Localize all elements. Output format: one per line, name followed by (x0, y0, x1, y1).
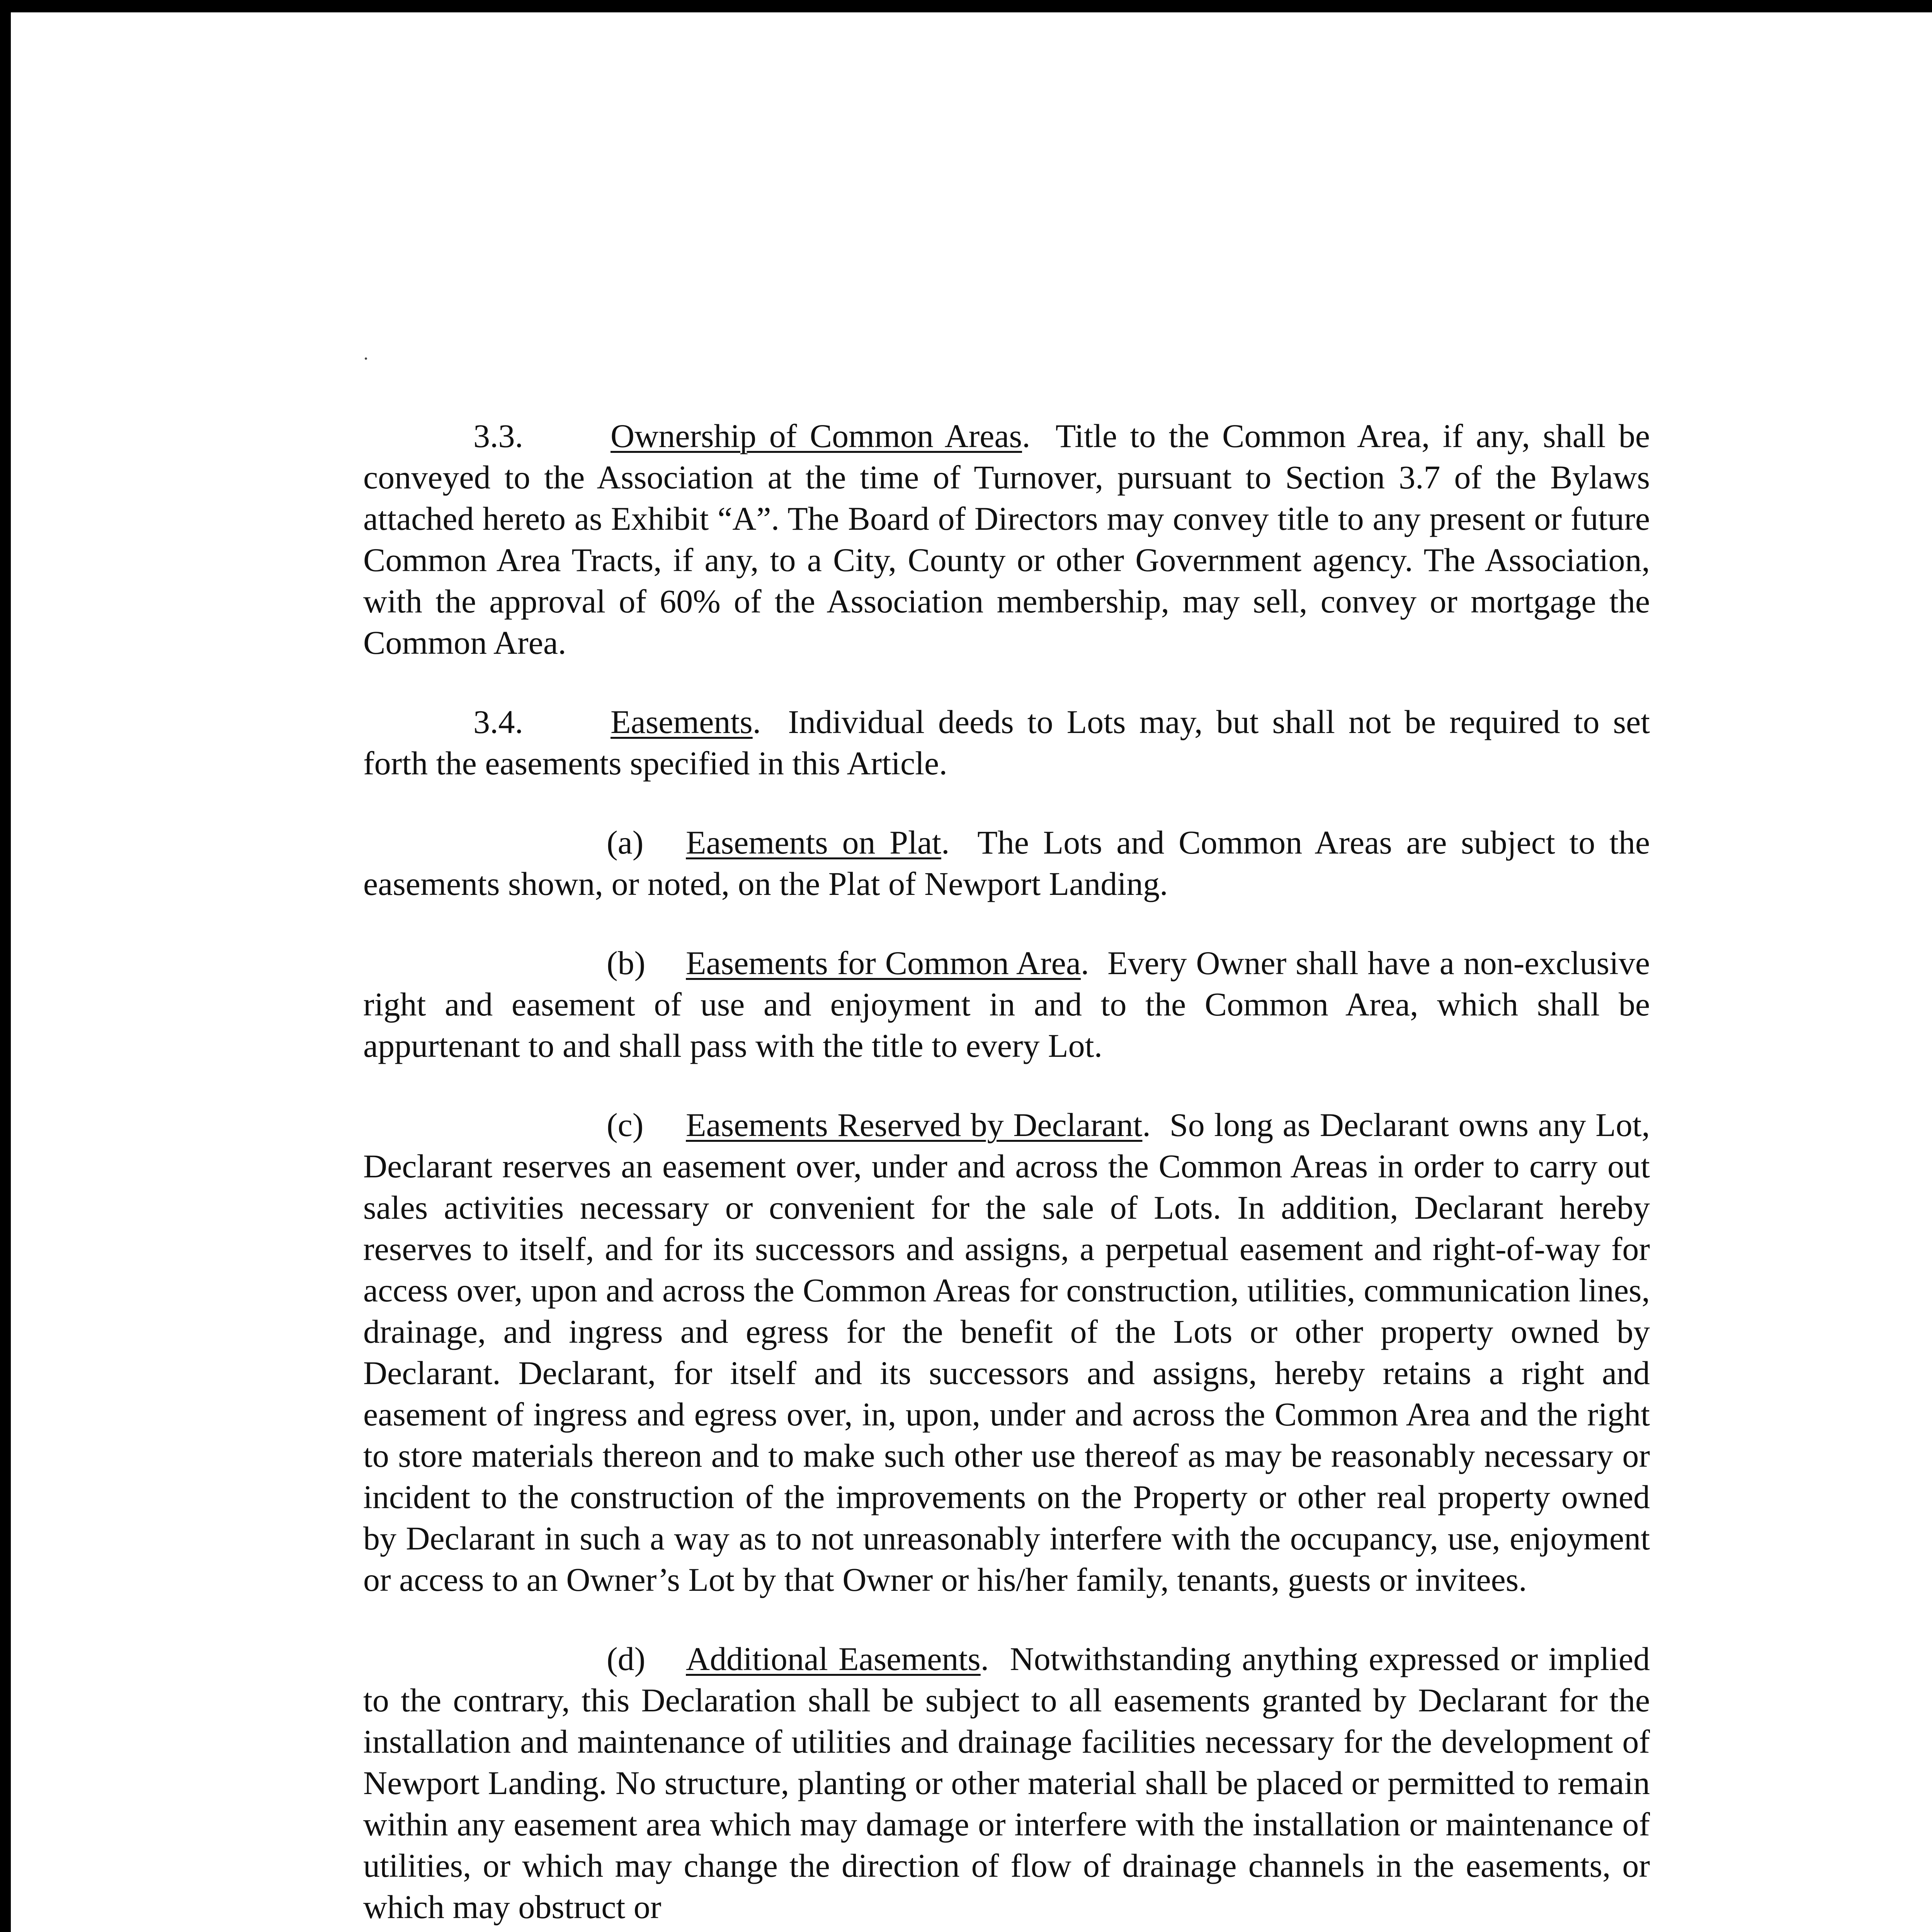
scan-border-left (0, 0, 11, 1932)
section-body: Individual deeds to Lots may, but shall not be required to set forth the easements specified in this Article. (363, 703, 1650, 782)
subsection-body: The Lots and Common Areas are subject to the easements shown, or noted, on the Plat of Newport Landing. (363, 824, 1650, 902)
subsection-b: (b) Easements for Common Area. Every Owner shall have a non-exclusive right and easement of use and enjoyment in and to the Common Area, which shall be appurtenant to and shall pass with the title to every Lot. (363, 942, 1650, 1066)
section-body: Title to the Common Area, if any, shall be conveyed to the Association at the time of Turnover, pursuant to Section 3.7 of the Bylaws attached hereto as Exhibit “A”. The Board of Directors may convey title to any present or future Common Area Tracts, if any, to a City, County or other Government agency. The Association, with the approval of 60% of the Association membership, may sell, convey or mortgage the Common Area. (363, 417, 1650, 661)
subsection-body: Every Owner shall have a non-exclusive right and easement of use and enjoyment in and to the Common Area, which shall be appurtenant to and shall pass with the title to every Lot. (363, 944, 1650, 1064)
subsection-a: (a) Easements on Plat. The Lots and Common Areas are subject to the easements shown, or noted, on the Plat of Newport Landing. (363, 822, 1650, 905)
subsection-heading: Additional Easements (686, 1640, 981, 1677)
subsection-number: (b) (607, 944, 646, 981)
subsection-d: (d) Additional Easements. Notwithstanding anything expressed or implied to the contrary, this Declaration shall be subject to all easements granted by Declarant for the installation and maintenance of utilities and drainage facilities necessary for the development of Newport Landing. No structure, planting or other material shall be placed or permitted to remain within any easement area which may damage or interfere with the installation or maintenance of utilities, or which may change the direction of flow of drainage channels in the easements, or which may obstruct or (363, 1638, 1650, 1928)
section-heading: Ownership of Common Areas (611, 417, 1022, 454)
subsection-body: So long as Declarant owns any Lot, Declarant reserves an easement over, under and across the Common Areas in order to carry out sales activities necessary or convenient for the sale of Lots. In addition, Declarant hereby reserves to itself, and for its successors and assigns, a perpetual easement and right-of-way for access over, upon and across the Common Areas for construction, utilities, communication lines, drainage, and ingress and egress for the benefit of the Lots or other property owned by Declarant. Declarant, for itself and its successors and assigns, hereby retains a right and easement of ingress and egress over, in, upon, under and across the Common Area and the right to store materials thereon and to make such other use thereof as may be reasonably necessary or incident to the construction of the improvements on the Property or other real property owned by Declarant in such a way as to not unreasonably interfere with the occupancy, use, enjoyment or access to an Owner’s Lot by that Owner or his/her family, tenants, guests or invitees. (363, 1106, 1650, 1598)
subsection-number: (c) (607, 1106, 644, 1143)
subsection-heading: Easements Reserved by Declarant (686, 1106, 1143, 1143)
section-3-4: 3.4. Easements. Individual deeds to Lots may, but shall not be required to set forth the easements specified in this Article. (363, 701, 1650, 784)
subsection-number: (d) (607, 1640, 646, 1677)
section-number: 3.3. (473, 417, 523, 454)
section-heading: Easements (611, 703, 753, 740)
subsection-number: (a) (607, 824, 644, 861)
scan-border-top (0, 0, 1932, 12)
subsection-body: Notwithstanding anything expressed or implied to the contrary, this Declaration shall be subject to all easements granted by Declarant for the installation and maintenance of utilities and drainage facilities necessary for the development of Newport Landing. No structure, planting or other material shall be placed or permitted to remain within any easement area which may damage or interfere with the installation or maintenance of utilities, or which may change the direction of flow of drainage channels in the easements, or which may obstruct or (363, 1640, 1650, 1925)
subsection-heading: Easements on Plat (686, 824, 941, 861)
subsection-c: (c) Easements Reserved by Declarant. So long as Declarant owns any Lot, Declarant reserves an easement over, under and across the Common Areas in order to carry out sales activities necessary or convenient for the sale of Lots. In addition, Declarant hereby reserves to itself, and for its successors and assigns, a perpetual easement and right-of-way for access over, upon and across the Common Areas for construction, utilities, communication lines, drainage, and ingress and egress for the benefit of the Lots or other property owned by Declarant. Declarant, for itself and its successors and assigns, hereby retains a right and easement of ingress and egress over, in, upon, under and across the Common Area and the right to store materials thereon and to make such other use thereof as may be reasonably necessary or incident to the construction of the improvements on the Property or other real property owned by Declarant in such a way as to not unreasonably interfere with the occupancy, use, enjoyment or access to an Owner’s Lot by that Owner or his/her family, tenants, guests or invitees. (363, 1104, 1650, 1600)
document-page (363, 415, 1650, 1932)
scan-speck (365, 357, 367, 360)
section-3-3: 3.3. Ownership of Common Areas. Title to the Common Area, if any, shall be conveyed to the Association at the time of Turnover, pursuant to Section 3.7 of the Bylaws attached hereto as Exhibit “A”. The Board of Directors may convey title to any present or future Common Area Tracts, if any, to a City, County or other Government agency. The Association, with the approval of 60% of the Association membership, may sell, convey or mortgage the Common Area. (363, 415, 1650, 663)
subsection-heading: Easements for Common Area (686, 944, 1081, 981)
section-number: 3.4. (473, 703, 523, 740)
